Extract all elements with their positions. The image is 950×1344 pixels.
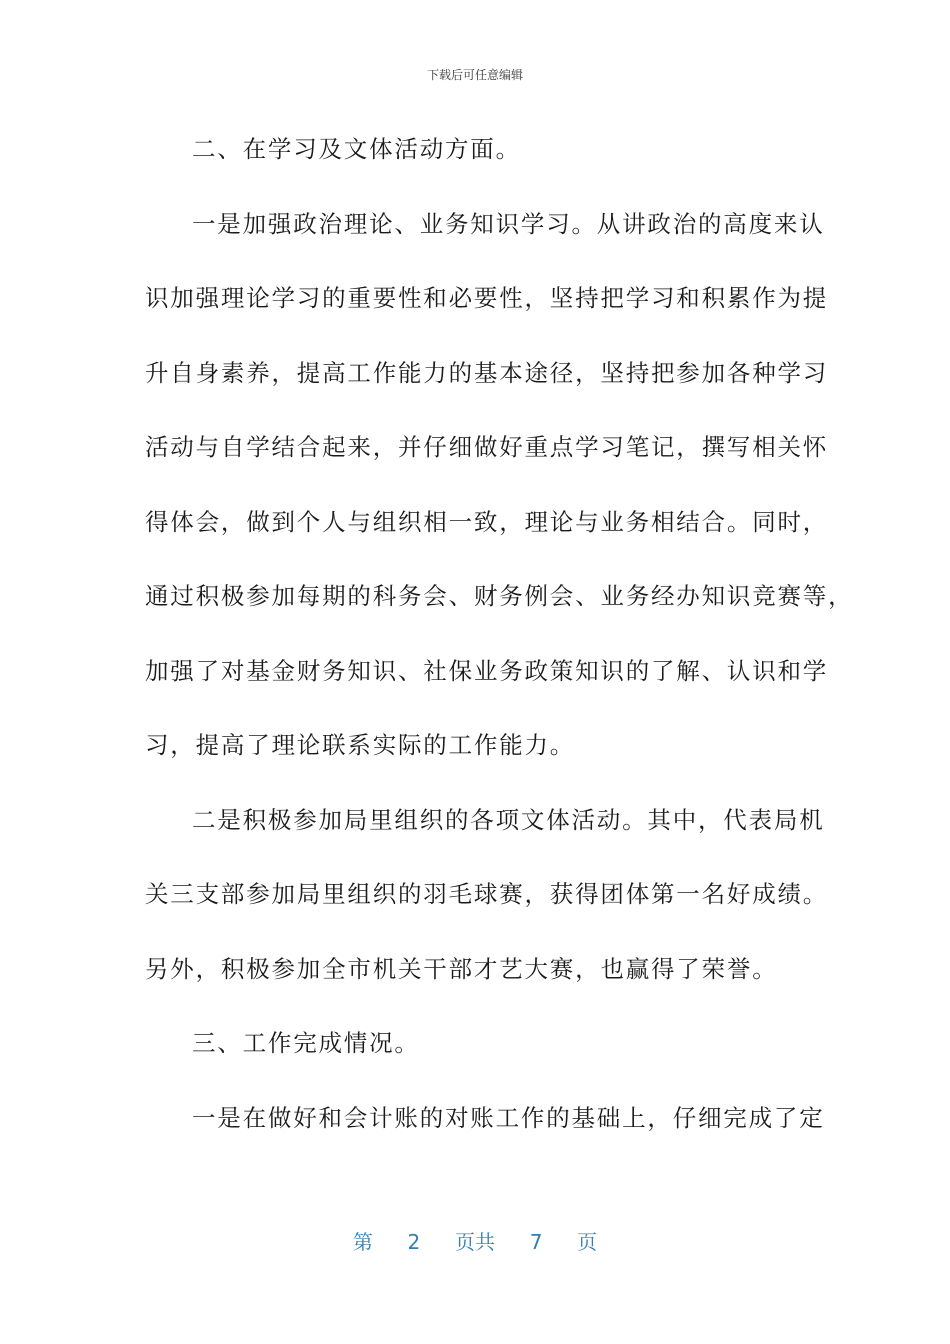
paragraph-line: 升自身素养，提高工作能力的基本途径，坚持把参加各种学习 [145,358,829,387]
page-footer [0,1226,950,1255]
footer-prefix: 第 [352,1230,373,1254]
document-body [145,112,854,1155]
page-header: 下载后可任意编辑 [426,68,523,82]
paragraph-line: 二、在学习及文体活动方面。 [192,135,521,163]
paragraph-line: 活动与自学结合起来，并仔细做好重点学习笔记，撰写相关怀 [145,433,829,461]
footer-middle: 页共 [455,1230,495,1254]
footer-suffix: 页 [577,1230,598,1254]
footer-total-pages: 7 [529,1230,543,1254]
footer-page-number: 2 [407,1230,421,1254]
paragraph-line: 二是积极参加局里组织的各项文体活动。其中，代表局机 [192,805,825,834]
paragraph-line: 习，提高了理论联系实际的工作能力。 [145,731,576,759]
paragraph-line: 一是在做好和会计账的对账工作的基础上，仔细完成了定 [192,1103,825,1132]
paragraph-line: 三、工作完成情况。 [192,1029,420,1057]
paragraph-line: 识加强理论学习的重要性和必要性，坚持把学习和积累作为提 [145,284,829,312]
paragraph-line: 得体会，做到个人与组织相一致，理论与业务相结合。同时， [145,507,829,536]
paragraph-line: 通过积极参加每期的科务会、财务例会、业务经办知识竞赛等， [145,582,854,610]
paragraph-line: 加强了对基金财务知识、社保业务政策知识的了解、认识和学 [145,656,829,685]
paragraph-line: 一是加强政治理论、业务知识学习。从讲政治的高度来认 [192,209,825,238]
paragraph-line: 关三支部参加局里组织的羽毛球赛，获得团体第一名好成绩。 [145,880,829,908]
paragraph-line: 另外，积极参加全市机关干部才艺大赛，也赢得了荣誉。 [145,954,778,983]
